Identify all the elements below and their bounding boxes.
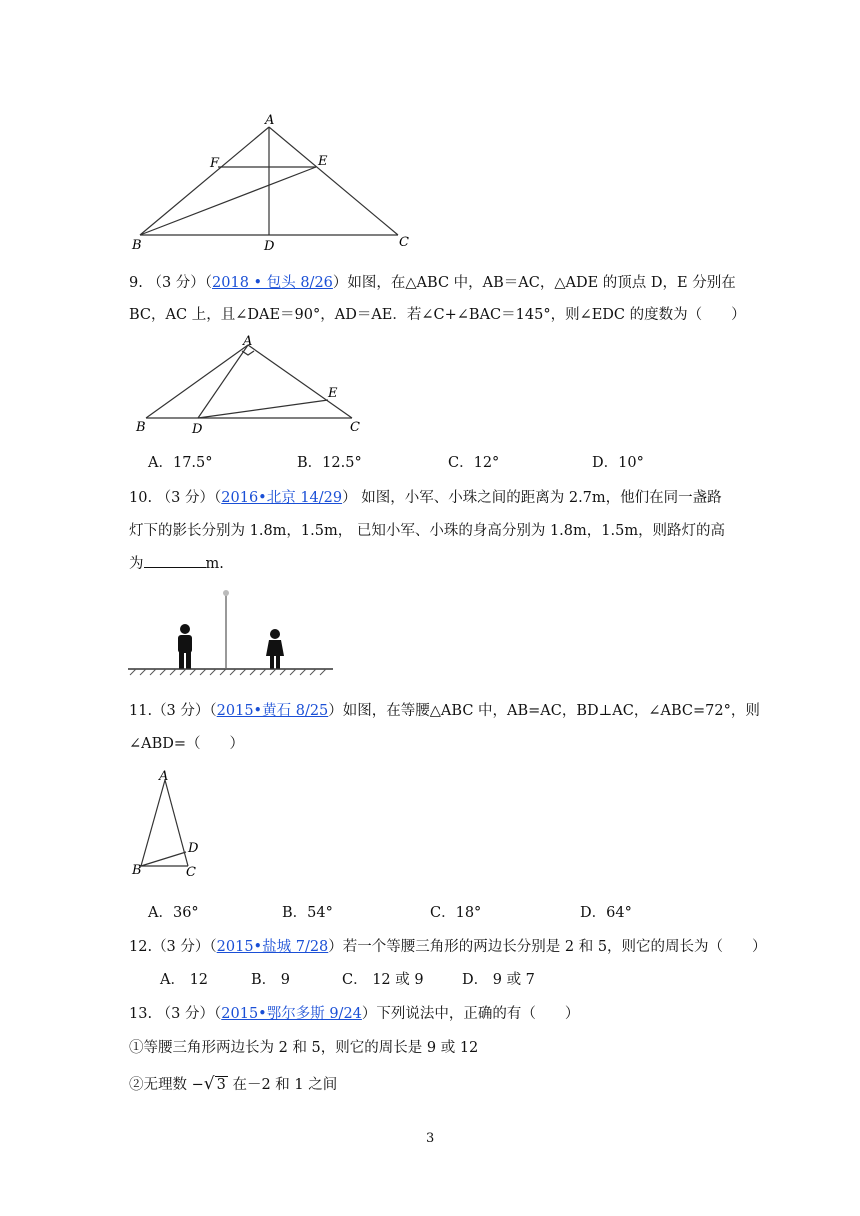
q13-number: 13. (129, 1006, 153, 1022)
woman-icon (266, 629, 284, 669)
man-icon (178, 624, 192, 669)
q10-line3: 为 m. (129, 552, 224, 573)
figure-q9 (130, 333, 370, 438)
q12-option-a[interactable]: A． 12 (160, 972, 209, 988)
q10-line1: 10. （3 分）（2016•北京 14/29） 如图，小军、小珠之间的距离为 2.7m，他们在同一盏路 (129, 490, 722, 506)
q12-source-link[interactable]: 2015•盐城 7/28 (216, 939, 329, 955)
label-a: A (265, 113, 275, 128)
q11-option-b[interactable]: B．54° (282, 905, 333, 921)
label-d: D (264, 239, 275, 254)
q12-number: 12. (129, 939, 153, 955)
q11-option-c[interactable]: C．18° (430, 905, 482, 921)
q9-option-a[interactable]: A．17.5° (148, 455, 213, 471)
q12-option-c[interactable]: C． 12 或 9 (342, 972, 424, 988)
figure-q10 (128, 582, 338, 682)
q10-answer-blank[interactable] (144, 553, 206, 568)
q9-line1: 9. （3 分）（2018 • 包头 8/26）如图，在△ABC 中，AB＝AC，△ADE 的顶点 D，E 分别在 (129, 275, 736, 291)
q9-label-e: E (328, 386, 338, 401)
q10-line2: 灯下的影长分别为 1.8m，1.5m， 已知小军、小珠的身高分别为 1.8m，1.5m，则路灯的高 (129, 523, 726, 539)
q12-option-d[interactable]: D． 9 或 7 (462, 972, 535, 988)
figure-q8 (128, 110, 418, 255)
q9-label-b: B (136, 420, 146, 435)
q11-label-a: A (159, 769, 169, 784)
q13-source-link[interactable]: 2015•鄂尔多斯 9/24 (221, 1006, 362, 1022)
q9-option-b[interactable]: B．12.5° (297, 455, 362, 471)
q11-label-c: C (186, 865, 196, 880)
q11-source-link[interactable]: 2015•黄石 8/25 (216, 703, 329, 719)
q9-number: 9. (129, 275, 143, 291)
q10-source-link[interactable]: 2016•北京 14/29 (221, 490, 343, 506)
minus-sign: − (191, 1077, 204, 1093)
q11-option-d[interactable]: D．64° (580, 905, 632, 921)
q9-line2: BC，AC 上，且∠DAE＝90°，AD＝AE．若∠C+∠BAC＝145°，则∠EDC 的度数为（ ） (129, 307, 746, 323)
label-c: C (399, 235, 409, 250)
q11-label-d: D (188, 841, 199, 856)
q9-label-c: C (350, 420, 360, 435)
label-f: F (210, 156, 220, 171)
q12-option-b[interactable]: B． 9 (251, 972, 290, 988)
sqrt-icon: √ (203, 1074, 215, 1094)
radicand: 3 (216, 1077, 226, 1093)
q11-line2: ∠ABD=（ ） (129, 736, 245, 752)
q11-number: 11. (129, 703, 153, 719)
q13-item1: ①等腰三角形两边长为 2 和 5，则它的周长是 9 或 12 (129, 1040, 479, 1056)
figure-q11 (128, 768, 208, 880)
q12-line1: 12.（3 分）（2015•盐城 7/28）若一个等腰三角形的两边长分别是 2 和 5，则它的周长为（ ） (129, 939, 767, 955)
label-e: E (318, 154, 328, 169)
q11-line1: 11.（3 分）（2015•黄石 8/25）如图，在等腰△ABC 中，AB=AC，BD⊥AC，∠ABC=72°，则 (129, 703, 760, 719)
q13-item2: ②无理数 −√ 3 在－2 和 1 之间 (129, 1074, 338, 1094)
page-number: 3 (426, 1131, 435, 1146)
q11-option-a[interactable]: A．36° (148, 905, 199, 921)
q10-number: 10. (129, 490, 153, 506)
q9-option-c[interactable]: C．12° (448, 455, 500, 471)
q11-label-b: B (132, 863, 142, 878)
q13-line1: 13. （3 分）（2015•鄂尔多斯 9/24）下列说法中，正确的有（ ） (129, 1006, 580, 1022)
q9-option-d[interactable]: D．10° (592, 455, 644, 471)
q9-label-d: D (192, 422, 203, 437)
q9-source-link[interactable]: 2018 • 包头 8/26 (212, 275, 333, 291)
label-b: B (132, 238, 142, 253)
q9-label-a: A (243, 334, 253, 349)
